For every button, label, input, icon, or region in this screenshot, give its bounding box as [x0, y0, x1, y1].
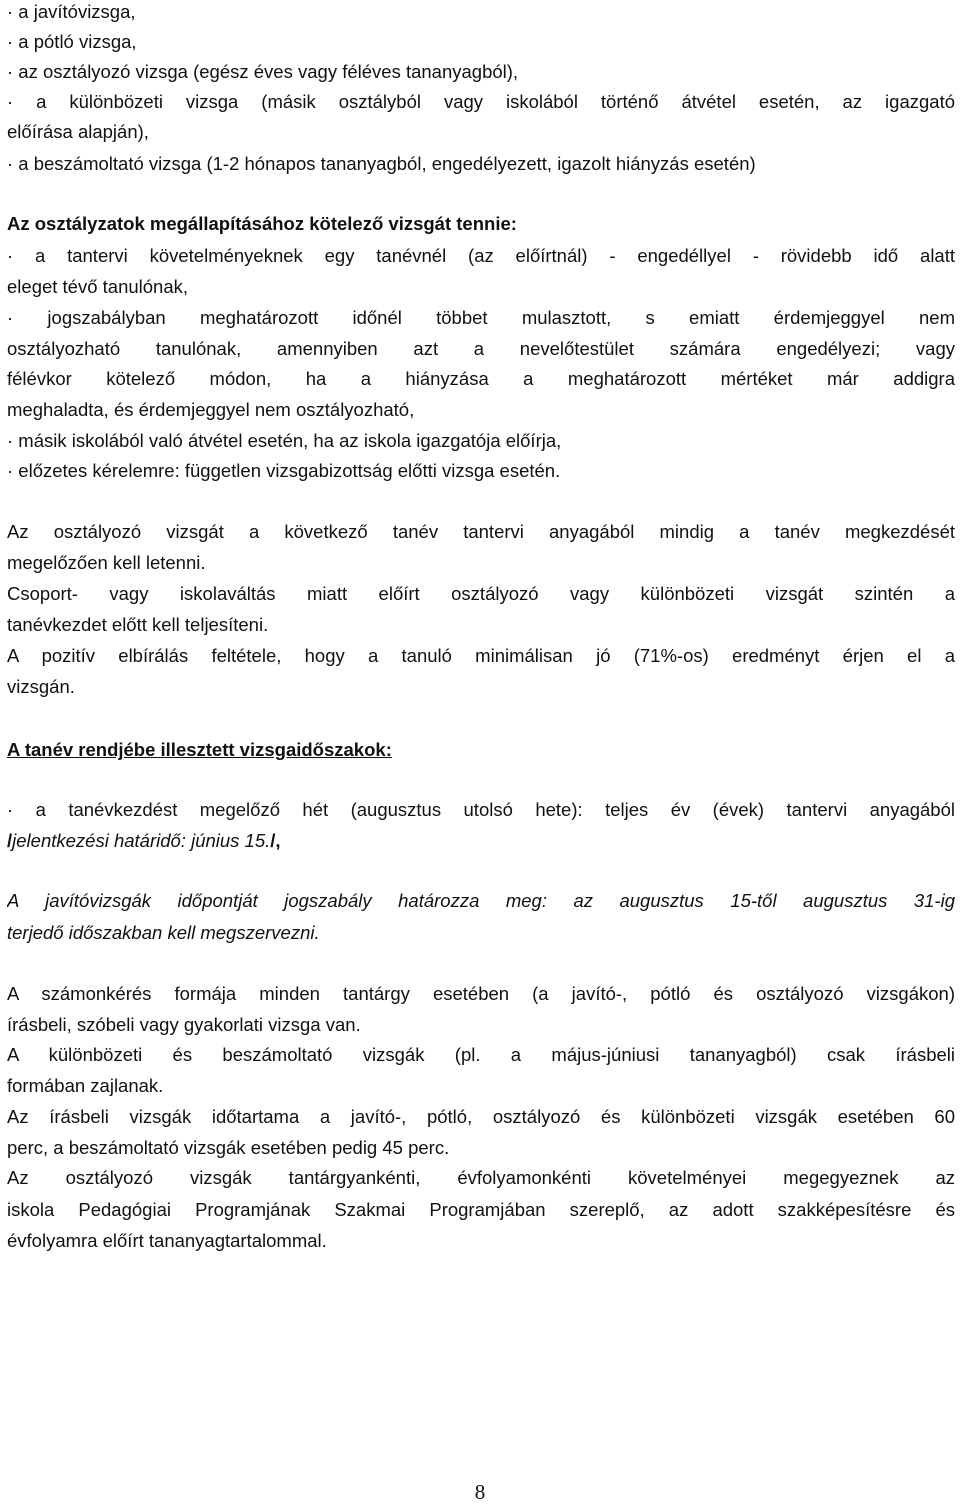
paragraph-line: Csoport- vagy iskolaváltás miatt előírt osztályozó vagy különbözeti vizsgát szintén a [7, 583, 955, 604]
list-item: · jogszabályban meghatározott időnél többet mulasztott, s emiatt érdemjeggyel nem [7, 307, 955, 328]
section-heading: A tanév rendjébe illesztett vizsgaidőszakok: [7, 739, 392, 760]
paragraph-line: Az osztályozó vizsgát a következő tanév tantervi anyagából mindig a tanév megkezdését [7, 521, 955, 542]
list-item: · az osztályozó vizsga (egész éves vagy féléves tananyagból), [7, 61, 519, 82]
paragraph-line: Az írásbeli vizsgák időtartama a javító-, pótló, osztályozó és különbözeti vizsgák esetében 60 [7, 1106, 955, 1127]
paragraph-line: megelőzően kell letenni. [7, 552, 206, 573]
paragraph-line: írásbeli, szóbeli vagy gyakorlati vizsga van. [7, 1014, 361, 1035]
italic-paragraph-line: A javítóvizsgák időpontját jogszabály határozza meg: az augusztus 15-től augusztus 31-ig [7, 890, 955, 911]
list-item: · a tantervi követelményeknek egy tanévnél (az előírtnál) - engedéllyel - rövidebb idő alatt [7, 245, 955, 266]
list-item-continuation [7, 829, 955, 853]
list-item: · másik iskolából való átvétel esetén, ha az iskola igazgatója előírja, [7, 430, 562, 451]
list-item: · a tanévkezdést megelőző hét (augusztus utolsó hete): teljes év (évek) tantervi anyagából [7, 799, 955, 820]
paragraph-line: vizsgán. [7, 676, 75, 697]
paragraph-line: A számonkérés formája minden tantárgy esetében (a javító-, pótló és osztályozó vizsgákon) [7, 983, 955, 1004]
italic-paragraph-line: terjedő időszakban kell megszervezni. [7, 922, 320, 943]
list-item: · a különbözeti vizsga (másik osztályból vagy iskolából történő átvétel esetén, az igazgató [7, 91, 955, 112]
paragraph-line: tanévkezdet előtt kell teljesíteni. [7, 614, 269, 635]
paragraph-line: formában zajlanak. [7, 1075, 164, 1096]
list-item: · a javítóvizsga, [7, 1, 136, 22]
slash-close: /, [270, 830, 281, 851]
section-heading: Az osztályzatok megállapításához kötelező vizsgát tennie: [7, 213, 517, 234]
paragraph-line: A különbözeti és beszámoltató vizsgák (pl. a május-júniusi tananyagból) csak írásbeli [7, 1044, 955, 1065]
paragraph-line: perc, a beszámoltató vizsgák esetében pedig 45 perc. [7, 1137, 450, 1158]
list-item: · a beszámoltató vizsga (1-2 hónapos tananyagból, engedélyezett, igazolt hiányzás esetén) [7, 153, 756, 174]
deadline-text: jelentkezési határidő: június 15. [12, 830, 271, 851]
page-number: 8 [474, 1480, 486, 1504]
list-item: · a pótló vizsga, [7, 31, 137, 52]
paragraph-line: Az osztályozó vizsgák tantárgyankénti, évfolyamonkénti követelményei megegyeznek az [7, 1167, 955, 1188]
list-item-continuation: eleget tévő tanulónak, [7, 276, 189, 297]
list-item: · előzetes kérelemre: független vizsgabizottság előtti vizsga esetén. [7, 460, 561, 481]
slash-open: / [7, 830, 13, 851]
list-item-continuation: osztályozható tanulónak, amennyiben azt a nevelőtestület számára engedélyezi; vagy [7, 338, 955, 359]
list-item-continuation: előírása alapján), [7, 121, 149, 142]
paragraph-line: A pozitív elbírálás feltétele, hogy a tanuló minimálisan jó (71%-os) eredményt érjen el a [7, 645, 955, 666]
list-item-continuation: félévkor kötelező módon, ha a hiányzása a meghatározott mértéket már addigra [7, 368, 955, 389]
paragraph-line: iskola Pedagógiai Programjának Szakmai Programjában szereplő, az adott szakképesítésre és [7, 1199, 955, 1220]
list-item-continuation: meghaladta, és érdemjeggyel nem osztályozható, [7, 399, 415, 420]
paragraph-line: évfolyamra előírt tananyagtartalommal. [7, 1230, 327, 1251]
